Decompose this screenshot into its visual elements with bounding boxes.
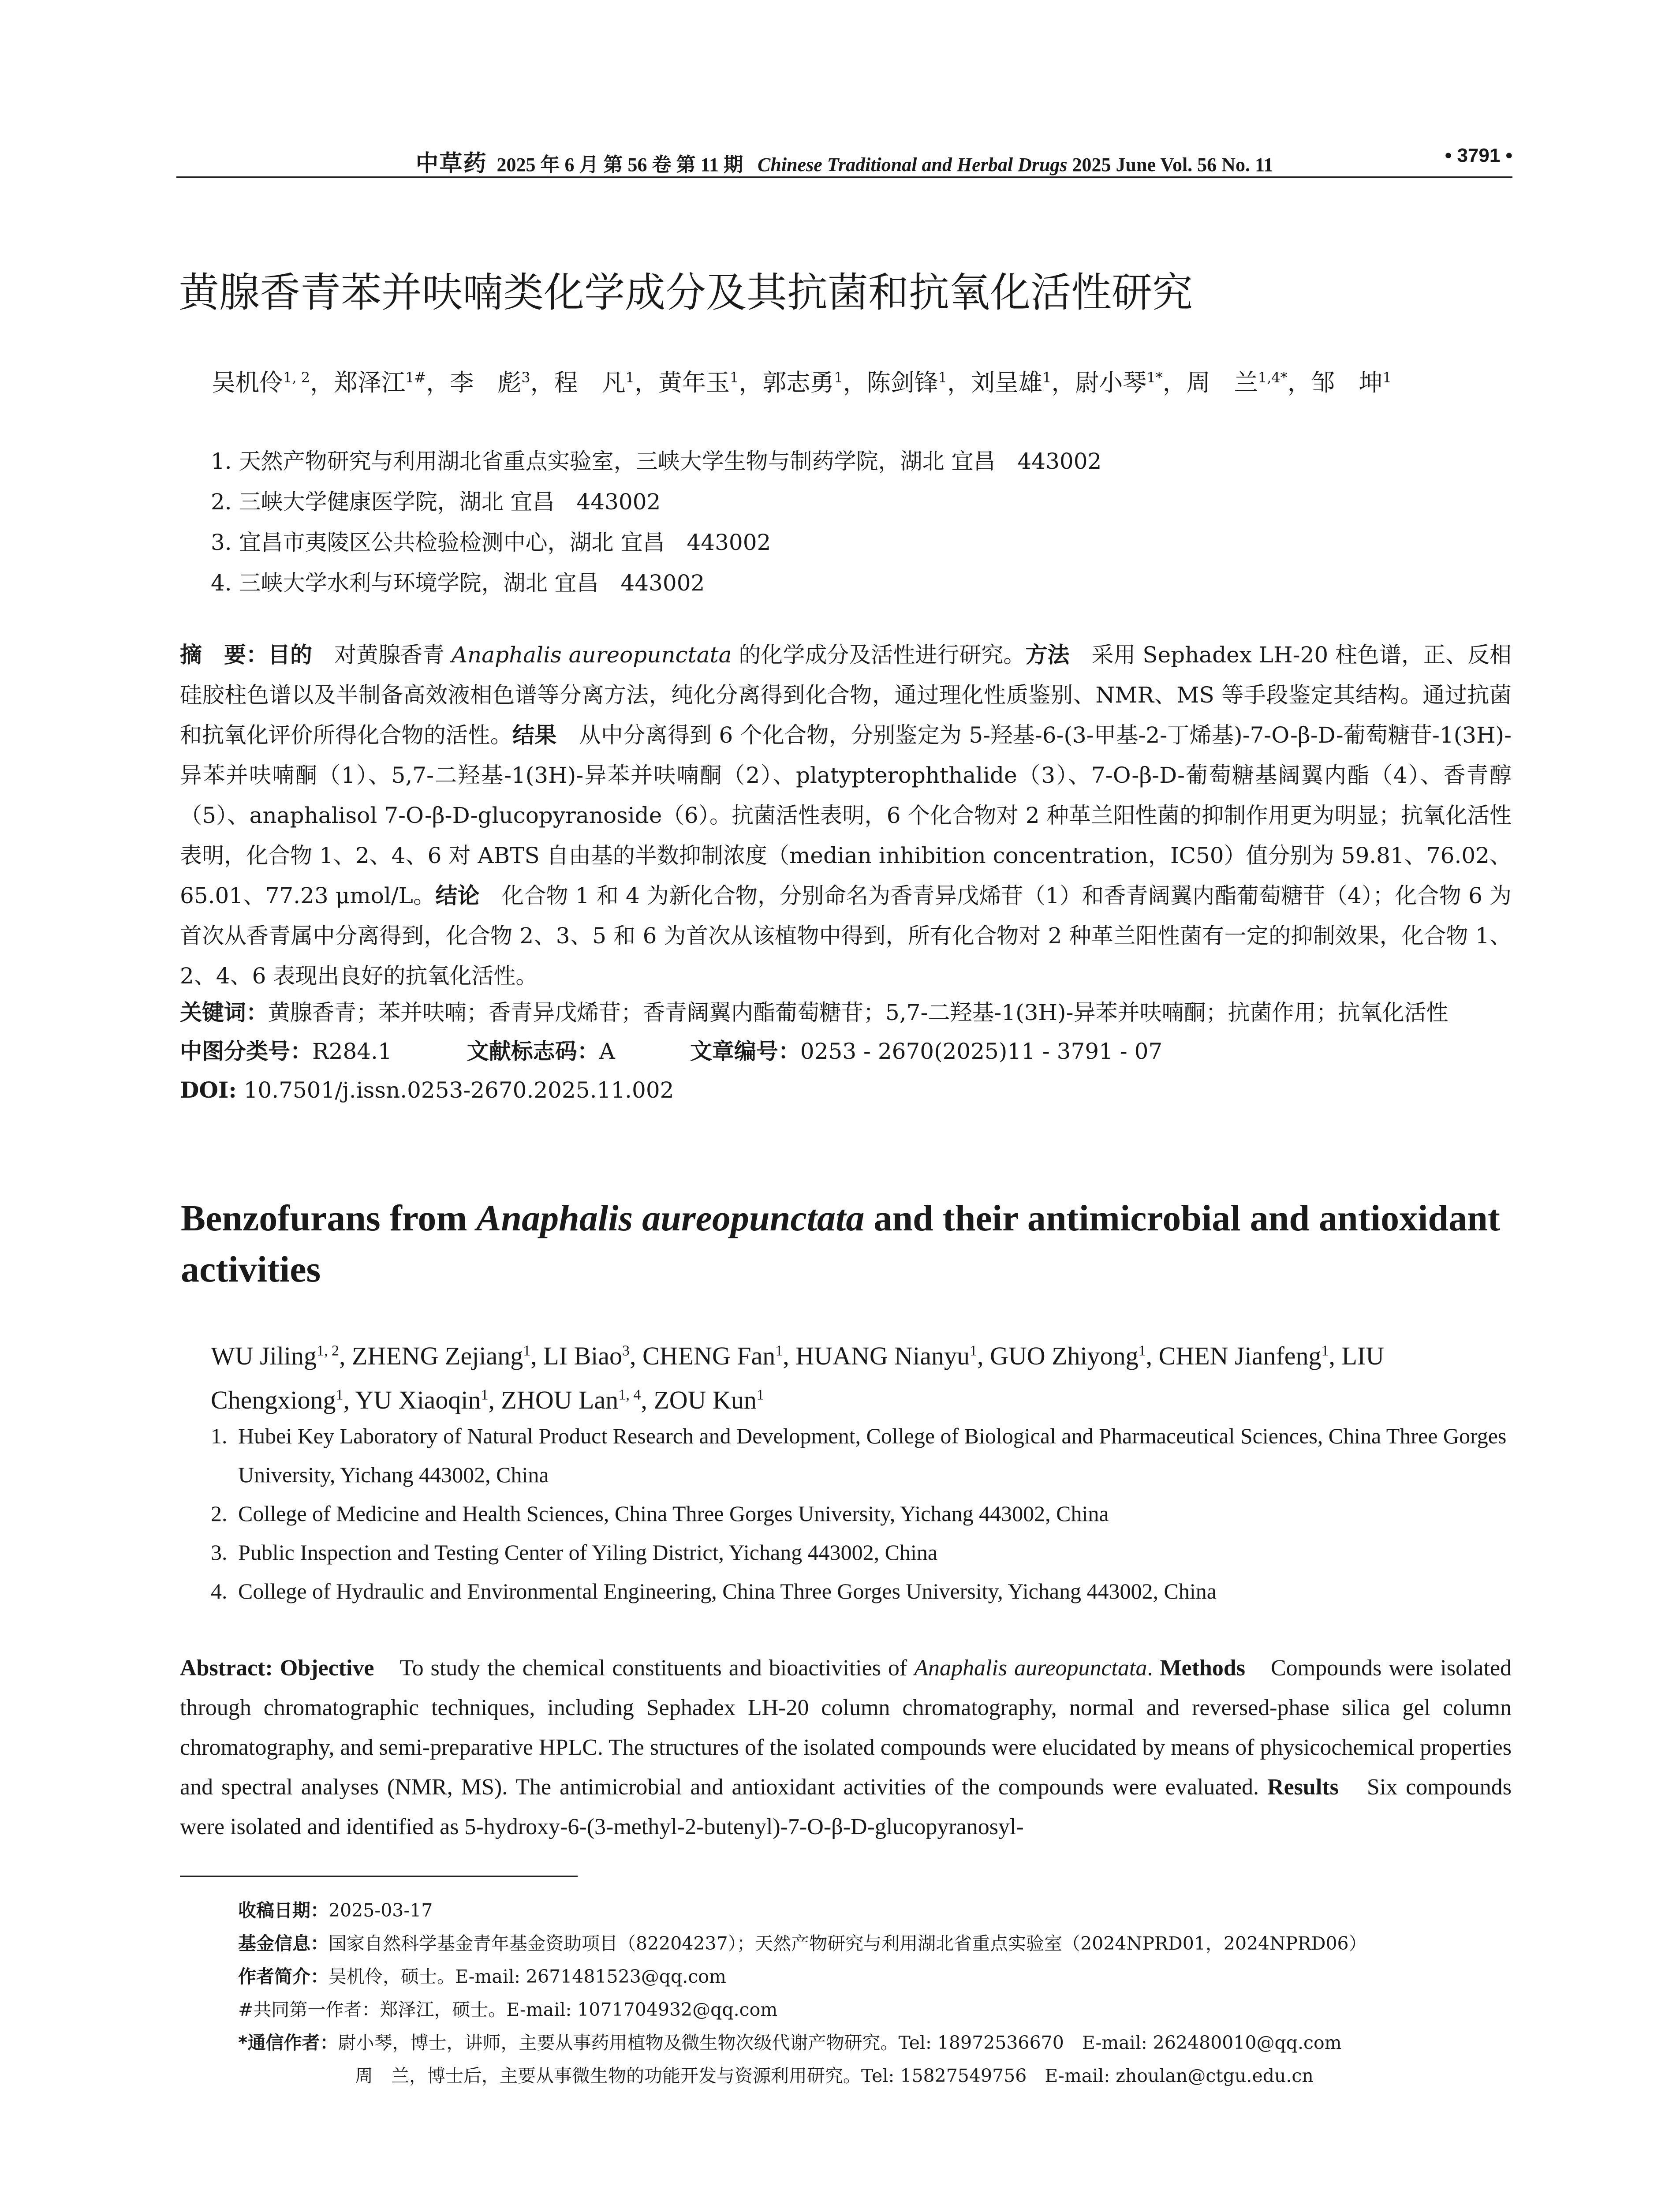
classification-row <box>180 1032 1512 1071</box>
author-affiliation-mark: 1 <box>938 369 948 386</box>
results-text-cn: 从中分离得到 6 个化合物，分别鉴定为 5-羟基-6-(3-甲基-2-丁烯基)-7-O-β-D-葡萄糖苷-1(3H)-异苯并呋喃酮（1）、5,7-二羟基-1(3H)-异苯并呋喃酮（2）、platypterophthalide（3）、7-O-β-D-葡萄糖基阔翼内酯（4）、香青醇（5）、anaphalisol 7-O-β-D-glucopyranoside（6）。抗菌活性表明，6 个化合物对 2 种革兰阳性菌的抑制作用更为明显；抗氧化活性表明，化合物 1、2、4、6 对 ABTS 自由基的半数抑制浓度（median inhibition concentration，IC50）值分别为 59.81、76.02、65.01、77.23 μmol/L。 <box>180 722 1512 908</box>
species-name-en: Anaphalis aureopunctata <box>914 1656 1147 1681</box>
objective-text-cn: 对黄腺香青 <box>312 642 452 668</box>
journal-name-cn: 中草药 <box>415 150 487 177</box>
author-entry: GUO Zhiyong$^1$, <box>989 1342 1159 1371</box>
methods-label-en: Methods <box>1160 1656 1245 1681</box>
english-title-end: and their antimicrobial and antioxidant activities <box>181 1198 1500 1290</box>
author-name: 郭志勇 <box>762 369 834 396</box>
objective-label-cn: 目的 <box>268 642 313 668</box>
author-name: GUO Zhiyong <box>989 1342 1139 1371</box>
author-affiliation-mark: 3 <box>521 369 530 386</box>
doc-code-label: 文献标志码： <box>467 1039 599 1064</box>
author-affiliation-mark: 1 <box>729 369 739 386</box>
author-entry: LI Biao$^3$, <box>543 1342 643 1371</box>
methods-text-cn: 采用 Sephadex LH-20 柱色谱，正、反相硅胶柱色谱以及半制备高效液相色谱等分离方法，纯化分离得到化合物，通过理化性质鉴别、NMR、MS 等手段鉴定其结构。通过抗菌和抗氧化评价所得化合物的活性。 <box>180 642 1512 748</box>
english-title <box>181 1193 1504 1295</box>
author-entry: 刘呈雄$^1$， <box>971 369 1075 396</box>
author-name: LIU Chengxiong <box>211 1342 1385 1414</box>
results-text-en: Six compounds were isolated and identified as 5-hydroxy-6-(3-methyl-2-butenyl)-7-O-β-D-glucopyranosyl- <box>180 1775 1512 1839</box>
english-affiliation-3: 3. Public Inspection and Testing Center of Yiling District, Yichang 443002, China <box>211 1540 938 1565</box>
author-entry: CHENG Fan$^1$, <box>642 1342 796 1371</box>
english-affiliations <box>211 1416 1516 1611</box>
english-abstract <box>180 1648 1512 1847</box>
results-label-cn: 结果 <box>512 722 557 748</box>
author-entry: LIU Chengxiong$^1$, <box>211 1342 1385 1414</box>
author-name: 尉小琴 <box>1075 369 1147 396</box>
author-name: HUANG Nianyu <box>795 1342 970 1371</box>
conclusion-label-cn: 结论 <box>435 883 480 908</box>
clc-label: 中图分类号： <box>180 1039 312 1064</box>
author-entry: 程 凡$^1$， <box>554 369 658 396</box>
author-affiliation-mark: 1 <box>1042 369 1052 386</box>
author-entry: 李 彪$^3$， <box>450 369 554 396</box>
author-affiliation-mark: 1 <box>336 1387 343 1403</box>
author-affiliation-mark: 1 <box>1382 369 1392 386</box>
author-name: 陈剑锋 <box>866 369 938 396</box>
english-affiliation-2: 2. College of Medicine and Health Sciences, China Three Gorges University, Yichang 443002, China <box>211 1501 1109 1526</box>
author-affiliation-mark: 1 <box>625 369 635 386</box>
author-name: ZHOU Lan <box>501 1385 619 1414</box>
author-affiliation-mark: 1, 2 <box>283 369 310 386</box>
english-title-species: Anaphalis aureopunctata <box>476 1198 865 1239</box>
author-name: WU Jiling <box>211 1342 317 1371</box>
footnote-divider <box>180 1876 578 1877</box>
author-name: 郑泽江 <box>334 369 406 396</box>
chinese-affiliation-4: 4. 三峡大学水利与环境学院，湖北 宜昌 443002 <box>211 570 705 596</box>
doc-code-value: A <box>599 1039 615 1064</box>
author-affiliation-mark: 1# <box>405 369 426 386</box>
methods-label-cn: 方法 <box>1025 642 1070 668</box>
author-entry: 尉小琴$^{1*}$， <box>1075 369 1187 396</box>
conclusion-text-cn: 化合物 1 和 4 为新化合物，分别命名为香青异戊烯苷（1）和香青阔翼内酯葡萄糖苷（4）；化合物 6 为首次从香青属中分离得到，化合物 2、3、5 和 6 为首次从该植物中得到，所有化合物对 2 种革兰阳性菌有一定的抑制效果，化合物 1、2、4、6 表现出良好的抗氧化活性。 <box>180 883 1512 989</box>
keywords-row-cn <box>180 993 1512 1032</box>
author-affiliation-mark: 3 <box>622 1343 630 1359</box>
author-entry: ZHENG Zejiang$^1$, <box>352 1342 544 1371</box>
footnotes <box>238 1894 1517 2093</box>
co-first-author: #共同第一作者：郑泽江，硕士。E-mail: 1071704932@qq.com <box>238 1999 778 2020</box>
chinese-affiliation-2: 2. 三峡大学健康医学院，湖北 宜昌 443002 <box>211 489 661 515</box>
abstract-label-cn: 摘 要： <box>180 642 269 668</box>
running-header <box>176 141 1512 178</box>
author-name: LI Biao <box>543 1342 623 1371</box>
author-name: 邹 坤 <box>1311 369 1383 396</box>
author-entry: CHEN Jianfeng$^1$, <box>1158 1342 1342 1371</box>
english-authors <box>211 1332 1516 1420</box>
author-name: 程 凡 <box>554 369 626 396</box>
author-entry: 陈剑锋$^1$， <box>866 369 971 396</box>
author-affiliation-mark: 1, 4 <box>618 1387 641 1403</box>
chinese-abstract <box>180 635 1512 996</box>
chinese-affiliations <box>211 441 1516 603</box>
author-affiliation-mark: 1,4* <box>1258 369 1288 386</box>
received-date: 收稿日期：2025-03-17 <box>238 1900 433 1921</box>
objective-text-cn-end: 的化学成分及活性进行研究。 <box>732 642 1026 668</box>
objective-text-en-end: . <box>1147 1656 1160 1681</box>
author-entry: 郑泽江$^{1\#}$， <box>334 369 450 396</box>
author-entry: ZHOU Lan$^{1, 4}$, <box>501 1385 654 1414</box>
article-no-label: 文章编号： <box>690 1039 800 1064</box>
author-affiliation-mark: 1 <box>1321 1343 1329 1359</box>
doi-row <box>180 1071 1512 1110</box>
journal-name-en: Chinese Traditional and Herbal Drugs <box>758 154 1068 176</box>
author-entry: 周 兰$^{1,4*}$， <box>1186 369 1311 396</box>
author-entry <box>653 1386 764 1414</box>
author-entry: YU Xiaoqin$^1$, <box>355 1385 501 1414</box>
keywords-label-cn: 关键词： <box>180 1000 268 1025</box>
author-entry: 郭志勇$^1$， <box>762 369 867 396</box>
english-affiliation-1: 1. Hubei Key Laboratory of Natural Product Research and Development, College of Biological and Pharmaceutical Sciences, China Three Gorges University, Yichang 443002, China <box>211 1424 1507 1487</box>
objective-label-en: Objective <box>280 1656 374 1681</box>
author-name: 周 兰 <box>1186 369 1258 396</box>
english-affiliation-4: 4. College of Hydraulic and Environmental Engineering, China Three Gorges University, Yichang 443002, China <box>211 1579 1217 1603</box>
objective-text-en: To study the chemical constituents and bioactivities of <box>374 1656 915 1681</box>
author-entry <box>1311 369 1392 396</box>
english-title-start: Benzofurans from <box>181 1198 477 1239</box>
author-name: YU Xiaoqin <box>355 1385 481 1414</box>
fund-info: 基金信息：国家自然科学基金青年基金资助项目（82204237）；天然产物研究与利用湖北省重点实验室（2024NPRD01，2024NPRD06） <box>238 1933 1367 1954</box>
chinese-affiliation-3: 3. 宜昌市夷陵区公共检验检测中心，湖北 宜昌 443002 <box>211 530 771 555</box>
article-no-value: 0253 - 2670(2025)11 - 3791 - 07 <box>800 1039 1163 1064</box>
author-entry: 黄年玉$^1$， <box>658 369 763 396</box>
author-entry: HUANG Nianyu$^1$, <box>795 1342 990 1371</box>
author-name: 吴机伶 <box>212 369 283 396</box>
author-affiliation-mark: 1* <box>1146 369 1163 386</box>
author-bio: 作者简介：吴机伶，硕士。E-mail: 2671481523@qq.com <box>238 1966 726 1987</box>
author-name: CHENG Fan <box>642 1342 776 1371</box>
corresponding-author-2: 周 兰，博士后，主要从事微生物的功能开发与资源利用研究。Tel: 15827549756 E-mail: zhoulan@ctgu.edu.cn <box>355 2065 1314 2086</box>
author-affiliation-mark: 1 <box>756 1387 764 1403</box>
abstract-label-en: Abstract: <box>180 1656 273 1681</box>
methods-text-en: Compounds were isolated through chromatographic techniques, including Sephadex LH-20 column chromatography, normal and reversed-phase silica gel column chromatography, and semi-preparative HPLC. The structures of the isolated compounds were elucidated by means of physicochemical properties and spectral analyses (NMR, MS). The antimicrobial and antioxidant activities of the compounds were evaluated. <box>180 1656 1512 1800</box>
chinese-title: 黄腺香青苯并呋喃类化学成分及其抗菌和抗氧化活性研究 <box>179 269 1193 316</box>
species-name-cn: Anaphalis aureopunctata <box>451 642 732 668</box>
issue-cn: 2025 年 6 月 第 56 卷 第 11 期 <box>497 154 743 176</box>
doi-label: DOI: <box>180 1077 237 1103</box>
keywords-cn: 黄腺香青；苯并呋喃；香青异戊烯苷；香青阔翼内酯葡萄糖苷；5,7-二羟基-1(3H)-异苯并呋喃酮；抗菌作用；抗氧化活性 <box>268 1000 1449 1025</box>
corresponding-author-1: *通信作者：尉小琴，博士，讲师，主要从事药用植物及微生物次级代谢产物研究。Tel: 18972536670 E-mail: 262480010@qq.com <box>238 2032 1342 2053</box>
author-name: CHEN Jianfeng <box>1158 1342 1322 1371</box>
author-name: ZHENG Zejiang <box>352 1342 523 1371</box>
author-entry: 吴机伶$^{1, 2}$， <box>212 369 334 396</box>
running-header-text <box>176 145 1512 178</box>
author-affiliation-mark: 1 <box>775 1343 783 1359</box>
chinese-affiliation-1: 1. 天然产物研究与利用湖北省重点实验室，三峡大学生物与制药学院，湖北 宜昌 443002 <box>211 448 1102 474</box>
chinese-authors <box>212 356 1517 404</box>
author-name: ZOU Kun <box>653 1385 757 1414</box>
author-affiliation-mark: 1 <box>481 1387 489 1403</box>
author-affiliation-mark: 1 <box>1138 1343 1146 1359</box>
author-affiliation-mark: 1 <box>969 1343 977 1359</box>
author-affiliation-mark: 1, 2 <box>317 1343 340 1359</box>
author-affiliation-mark: 1 <box>523 1343 531 1359</box>
author-name: 李 彪 <box>450 369 522 396</box>
author-affiliation-mark: 1 <box>834 369 843 386</box>
author-entry: WU Jiling$^{1, 2}$, <box>211 1342 352 1371</box>
author-name: 黄年玉 <box>658 369 730 396</box>
doi-value: 10.7501/j.issn.0253-2670.2025.11.002 <box>243 1077 674 1103</box>
chinese-metadata <box>180 993 1512 1110</box>
page-number: • 3791 • <box>1445 145 1512 166</box>
issue-en: 2025 June Vol. 56 No. 11 <box>1072 154 1273 176</box>
results-label-en: Results <box>1267 1775 1339 1800</box>
author-name: 刘呈雄 <box>971 369 1043 396</box>
clc-value: R284.1 <box>312 1039 392 1064</box>
